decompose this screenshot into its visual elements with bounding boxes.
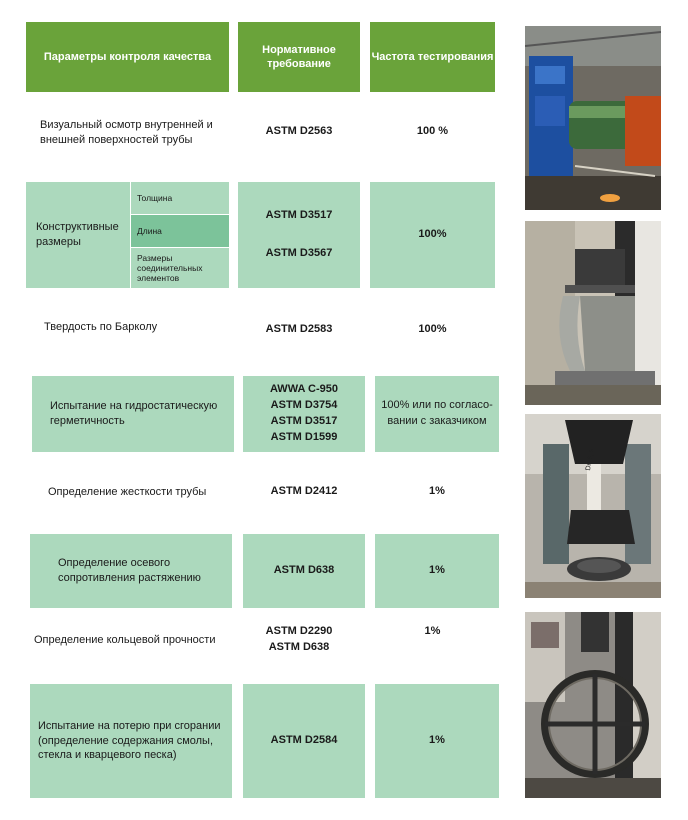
- row-8-param-line: Испытание на потерю при сгорании: [38, 719, 221, 732]
- row-2-norm-value: ASTM D3517: [265, 209, 333, 222]
- row-2-freq: [370, 182, 495, 288]
- row-7-param-line: Определение кольцевой прочности: [34, 633, 216, 646]
- row-4-norm-value: AWWA C-950: [269, 383, 339, 396]
- row-1-param-line: Визуальный осмотр внутренней и: [40, 119, 213, 132]
- row-2-sub-label: Длина: [137, 225, 162, 236]
- row-5-norm-value: ASTM D2412: [270, 485, 338, 498]
- row-1-param: [40, 112, 230, 154]
- row-4-param-line: Испытание на гидростатическую: [50, 400, 218, 413]
- row-3-param-line: Твердость по Барколу: [44, 320, 158, 333]
- row-6-param-line: сопротивления растяжению: [58, 572, 201, 584]
- row-2-sub-length: [131, 215, 229, 247]
- specimen-label: Dn 6, 9: [585, 447, 596, 472]
- photo-tensile-specimen: [525, 414, 661, 598]
- row-8-param-line: стекла и кварцевого песка): [38, 749, 177, 762]
- row-3-freq-value: 100%: [418, 323, 447, 336]
- row-8-norm-value: ASTM D2584: [270, 734, 338, 747]
- row-5-freq: [375, 480, 499, 504]
- header-norm-line: требование: [267, 58, 331, 70]
- row-8-freq-value: 1%: [429, 734, 445, 747]
- row-6-freq-value: 1%: [429, 564, 445, 577]
- row-2-norm: [238, 182, 360, 288]
- row-8-norm: [243, 684, 365, 798]
- row-7-norm-value: ASTM D2290: [265, 625, 333, 638]
- row-2-sub-label: соединительных: [137, 262, 203, 273]
- row-4-freq-line: вании с заказчиком: [387, 415, 487, 427]
- header-norm: [238, 22, 360, 92]
- row-6-param: [30, 534, 232, 608]
- row-2-sub-joints: [131, 248, 229, 288]
- row-1-norm-value: ASTM D2563: [265, 125, 333, 138]
- row-4-norm-value: ASTM D1599: [270, 430, 338, 443]
- row-2-param-line: размеры: [36, 236, 81, 248]
- row-2-norm-value: ASTM D3567: [265, 247, 333, 259]
- header-freq: [370, 22, 495, 92]
- row-5-param: [48, 480, 238, 504]
- row-6-freq: [375, 534, 499, 608]
- row-2-sub-label: Размеры: [137, 252, 173, 263]
- row-2-param-line: Конструктивные: [36, 221, 119, 234]
- header-norm-line: Нормативное: [262, 43, 336, 56]
- row-6-param-line: Определение осевого: [58, 557, 171, 570]
- row-7-param: [34, 628, 234, 652]
- row-4-freq: [375, 376, 499, 452]
- row-4-norm-value: ASTM D3754: [270, 399, 338, 412]
- row-2-sub-label: Толщина: [137, 192, 173, 203]
- photo-winding-machine: [525, 26, 661, 210]
- row-4-norm: [243, 376, 365, 452]
- row-3-freq: [370, 318, 495, 342]
- row-1-freq: [370, 112, 495, 152]
- header-param: [26, 22, 229, 92]
- row-2-sub-thickness: [131, 182, 229, 214]
- row-8-param: [30, 684, 232, 798]
- row-7-norm-value: ASTM D638: [268, 641, 330, 653]
- photo-stiffness-press: [525, 221, 661, 405]
- row-1-norm: [238, 112, 360, 152]
- header-freq-text: Частота тестирования: [371, 50, 494, 63]
- row-6-norm-value: ASTM D638: [273, 564, 335, 577]
- photo-hoop-ring-test: [525, 612, 661, 798]
- row-1-param-line: внешней поверхностей трубы: [40, 134, 193, 146]
- header-param-text: Параметры контроля качества: [43, 50, 212, 63]
- row-2-freq-value: 100%: [418, 228, 447, 241]
- row-7-freq: [370, 620, 495, 644]
- row-4-freq-line: 100% или по согласо-: [381, 399, 493, 412]
- row-5-param-line: Определение жесткости трубы: [48, 485, 207, 498]
- row-7-freq-value: 1%: [424, 625, 441, 638]
- row-7-norm: [238, 622, 360, 658]
- row-6-norm: [243, 534, 365, 608]
- row-2-sub-label: элементов: [137, 273, 180, 284]
- row-5-freq-value: 1%: [429, 485, 445, 498]
- row-3-norm-value: ASTM D2583: [265, 323, 333, 336]
- row-4-norm-value: ASTM D3517: [270, 415, 338, 427]
- row-8-freq: [375, 684, 499, 798]
- row-4-param: [32, 376, 234, 452]
- row-2-param: [26, 182, 130, 288]
- row-8-param-line: (определение содержания смолы,: [38, 734, 214, 747]
- row-5-norm: [243, 480, 365, 504]
- row-3-param: [44, 315, 234, 339]
- row-3-norm: [238, 318, 360, 342]
- row-4-param-line: герметичность: [50, 415, 125, 427]
- row-1-freq-value: 100 %: [416, 125, 449, 138]
